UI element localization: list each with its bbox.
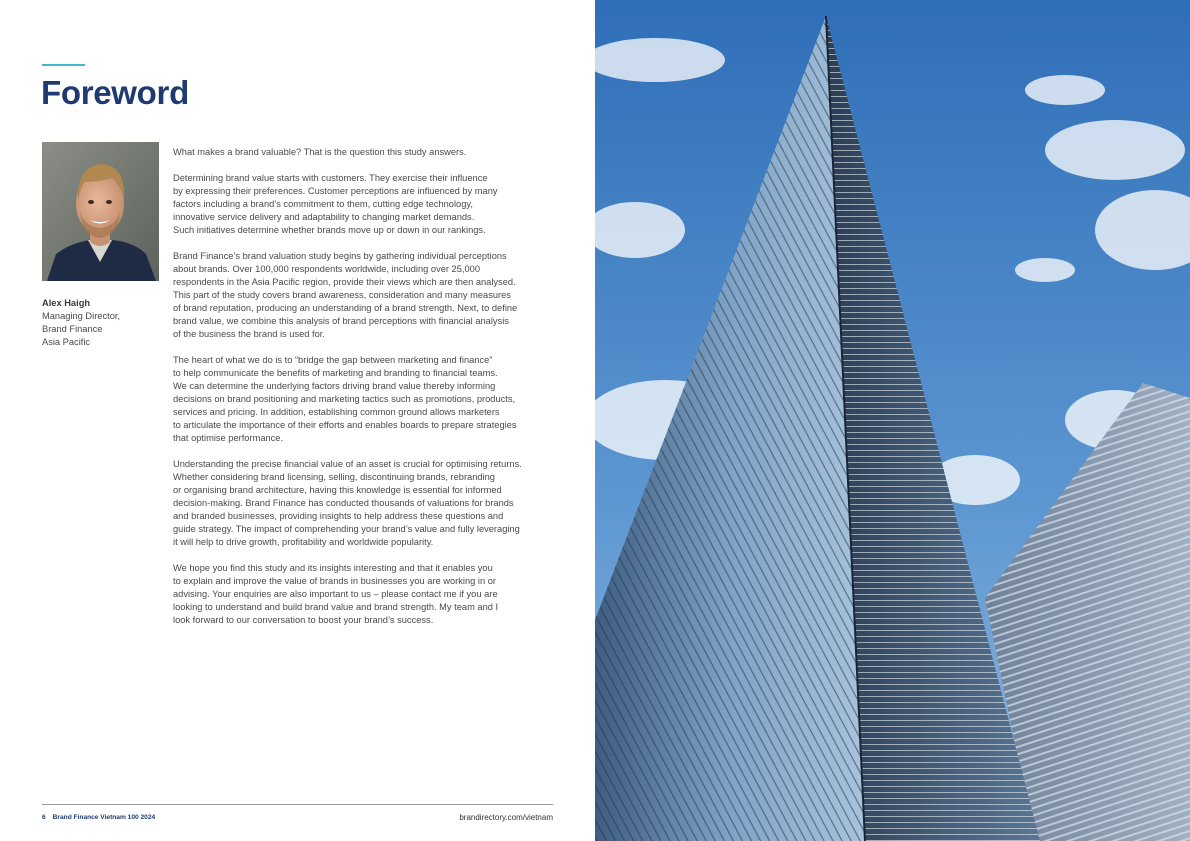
paragraph bbox=[173, 354, 558, 445]
text-line: We hope you find this study and its insights interesting and that it enables you bbox=[173, 563, 493, 573]
text-line: decisions on brand positioning and marketing tactics such as promotions, products, bbox=[173, 394, 516, 404]
text-line: guide strategy. The impact of comprehending your brand’s value and fully leveraging bbox=[173, 524, 520, 534]
author-name: Alex Haigh bbox=[42, 298, 91, 308]
text-line: of brand reputation, producing an understanding of a brand strength. Next, to define bbox=[173, 303, 518, 313]
text-line: about brands. Over 100,000 respondents worldwide, including over 25,000 bbox=[173, 264, 480, 274]
text-line: and branded businesses, providing insights to help address these questions and bbox=[173, 511, 504, 521]
text-line: Understanding the precise financial value of an asset is crucial for optimising returns. bbox=[173, 459, 522, 469]
footer-divider bbox=[42, 804, 553, 805]
author-photo-image bbox=[42, 142, 159, 281]
skyscraper-image bbox=[595, 0, 1190, 841]
text-line: Whether considering brand licensing, selling, discontinuing brands, rebranding bbox=[173, 472, 495, 482]
author-portrait bbox=[42, 142, 159, 281]
paragraph bbox=[173, 172, 558, 237]
text-line: Determining brand value starts with customers. They exercise their influence bbox=[173, 173, 488, 183]
text-line: factors including a brand’s commitment to them, cutting edge technology, bbox=[173, 199, 473, 209]
text-line: to explain and improve the value of brands in businesses you are working in or bbox=[173, 576, 496, 586]
author-caption bbox=[42, 297, 120, 349]
text-line: of the business the brand is used for. bbox=[173, 329, 325, 339]
publication-title: Brand Finance Vietnam 100 2024 bbox=[52, 814, 156, 821]
text-line: Such initiatives determine whether brands move up or down in our rankings. bbox=[173, 225, 486, 235]
accent-rule bbox=[42, 64, 85, 66]
paragraph bbox=[173, 250, 558, 341]
text-line: that optimise performance. bbox=[173, 433, 284, 443]
text-line: to help communicate the benefits of marketing and branding to financial teams. bbox=[173, 368, 498, 378]
text-line: it will help to drive growth, profitability and worldwide popularity. bbox=[173, 537, 434, 547]
text-line: Brand Finance’s brand valuation study begins by gathering individual perceptions bbox=[173, 251, 507, 261]
page-title: Foreword bbox=[41, 74, 189, 111]
text-line: This part of the study covers brand awareness, consideration and many measures bbox=[173, 290, 511, 300]
page-number: 6 bbox=[42, 814, 46, 821]
text-line: look forward to our conversation to boost your brand’s success. bbox=[173, 615, 434, 625]
text-line: by expressing their preferences. Customer perceptions are influenced by many bbox=[173, 186, 498, 196]
footer-url[interactable]: brandirectory.com/vietnam bbox=[459, 813, 553, 822]
text-line: to articulate the importance of their efforts and enables boards to prepare strategies bbox=[173, 420, 517, 430]
text-line: The heart of what we do is to “bridge the gap between marketing and finance” bbox=[173, 355, 493, 365]
text-line: What makes a brand valuable? That is the question this study answers. bbox=[173, 147, 467, 157]
text-line: brand value, we combine this analysis of brand perceptions with financial analysis bbox=[173, 316, 509, 326]
text-line: decision-making. Brand Finance has conducted thousands of valuations for brands bbox=[173, 498, 514, 508]
text-line: looking to understand and build brand value and brand strength. My team and I bbox=[173, 602, 499, 612]
building-photo bbox=[595, 0, 1190, 841]
author-role: Managing Director, bbox=[42, 311, 121, 321]
text-line: or organising brand architecture, having this knowledge is essential for informed bbox=[173, 485, 502, 495]
text-line: innovative service delivery and adaptability to changing market demands. bbox=[173, 212, 475, 222]
footer-publication bbox=[42, 814, 155, 821]
paragraph bbox=[173, 146, 558, 159]
text-line: advising. Your enquiries are also important to us – please contact me if you are bbox=[173, 589, 498, 599]
author-org: Brand Finance bbox=[42, 324, 103, 334]
text-line: respondents in the Asia Pacific region, provide their views which are then analysed. bbox=[173, 277, 516, 287]
paragraph bbox=[173, 562, 558, 627]
text-line: services and pricing. In addition, establishing common ground allows marketers bbox=[173, 407, 500, 417]
foreword-body bbox=[173, 146, 558, 640]
text-line: We can determine the underlying factors driving brand value thereby informing bbox=[173, 381, 496, 391]
author-region: Asia Pacific bbox=[42, 337, 91, 347]
paragraph bbox=[173, 458, 558, 549]
